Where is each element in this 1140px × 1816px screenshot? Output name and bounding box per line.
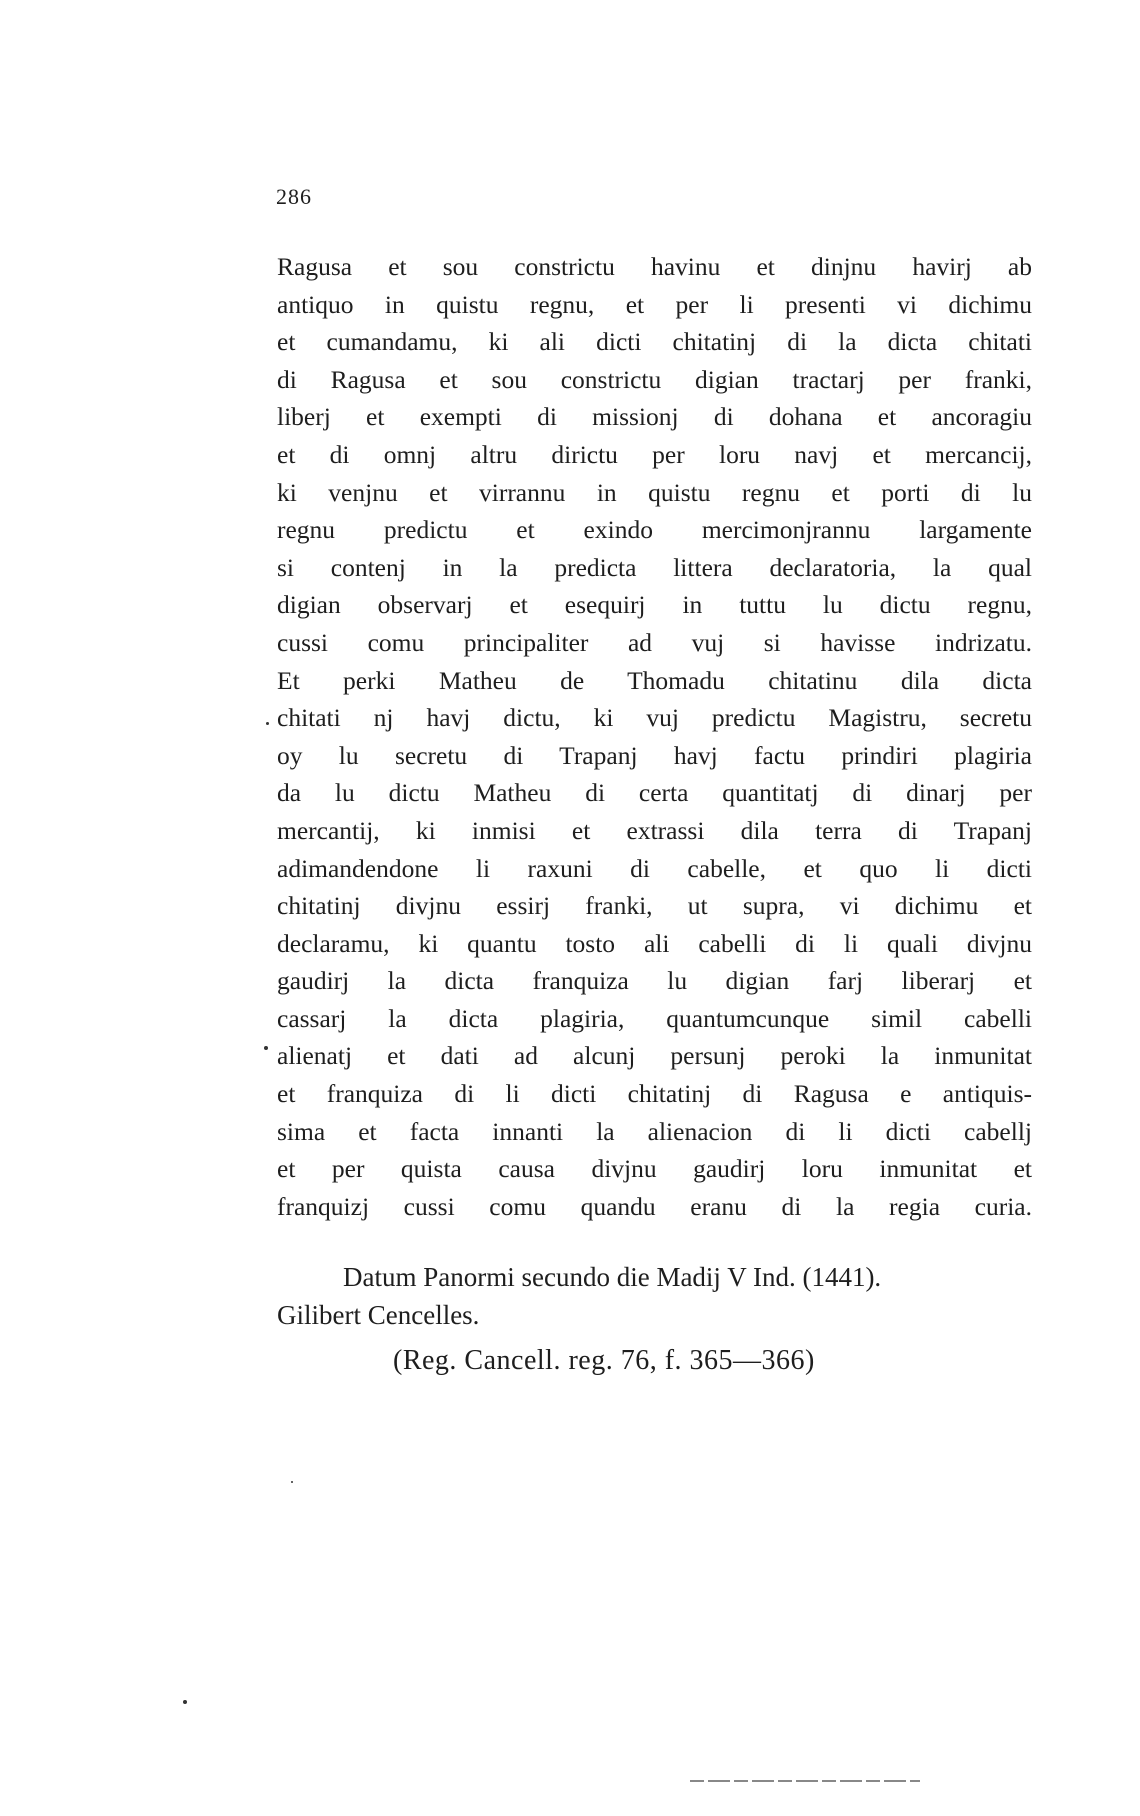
text-line: chitati nj havj dictu, ki vuj predictu Magistru, secretu <box>277 703 1032 733</box>
text-line: mercantij, ki inmisi et extrassi dila terra di Trapanj <box>277 815 1032 845</box>
text-line: et franquiza di li dicti chitatinj di Ragusa e antiquis- <box>277 1079 1032 1109</box>
text-line: adimandendone li raxuni di cabelle, et quo li dicti <box>277 853 1032 883</box>
scan-speck <box>291 1481 293 1483</box>
text-line: franquizj cussi comu quandu eranu di la regia curia. <box>277 1191 1032 1221</box>
text-line: liberj et exempti di missionj di dohana et ancoragiu <box>277 402 1032 432</box>
text-line: et di omnj altru dirictu per loru navj et mercancij, <box>277 439 1032 469</box>
text-line: chitatinj divjnu essirj franki, ut supra, vi dichimu et <box>277 891 1032 921</box>
text-line: oy lu secretu di Trapanj havj factu prindiri plagiria <box>277 740 1032 770</box>
body-text <box>277 248 1032 1225</box>
text-line: cassarj la dicta plagiria, quantumcunque simil cabelli <box>277 1003 1032 1033</box>
text-line: da lu dictu Matheu di certa quantitatj di dinarj per <box>277 778 1032 808</box>
footer-rule <box>690 1780 920 1782</box>
text-line: Et perki Matheu de Thomadu chitatinu dila dicta <box>277 665 1032 695</box>
datum-line: Datum Panormi secundo die Madij V Ind. (1441). <box>343 1262 882 1292</box>
text-line: alienatj et dati ad alcunj persunj peroki la inmunitat <box>277 1041 1032 1071</box>
text-line: et cumandamu, ki ali dicti chitatinj di la dicta chitati <box>277 327 1032 357</box>
text-line: antiquo in quistu regnu, et per li presenti vi dichimu <box>277 289 1032 319</box>
scan-speck <box>183 1700 187 1704</box>
text-line: sima et facta innanti la alienacion di li dicti cabellj <box>277 1116 1032 1146</box>
page-number: 286 <box>276 184 312 209</box>
signer-line: Gilibert Cencelles. <box>277 1300 480 1330</box>
text-line: si contenj in la predicta littera declaratoria, la qual <box>277 552 1032 582</box>
text-line: et per quista causa divjnu gaudirj loru inmunitat et <box>277 1154 1032 1184</box>
text-line: regnu predictu et exindo mercimonjrannu largamente <box>277 515 1032 545</box>
closing-block <box>277 1258 1032 1334</box>
text-line: gaudirj la dicta franquiza lu digian farj liberarj et <box>277 966 1032 996</box>
text-line: declaramu, ki quantu tosto ali cabelli di li quali divjnu <box>277 928 1032 958</box>
text-line: cussi comu principaliter ad vuj si havisse indrizatu. <box>277 627 1032 657</box>
text-line: ki venjnu et virrannu in quistu regnu et porti di lu <box>277 477 1032 507</box>
scan-speck <box>264 1046 268 1050</box>
scan-speck <box>266 722 269 725</box>
text-line: Ragusa et sou constrictu havinu et dinjnu havirj ab <box>277 252 1032 281</box>
text-line: digian observarj et esequirj in tuttu lu dictu regnu, <box>277 590 1032 620</box>
text-line: di Ragusa et sou constrictu digian tractarj per franki, <box>277 364 1032 394</box>
source-citation: (Reg. Cancell. reg. 76, f. 365—366) <box>393 1345 815 1376</box>
